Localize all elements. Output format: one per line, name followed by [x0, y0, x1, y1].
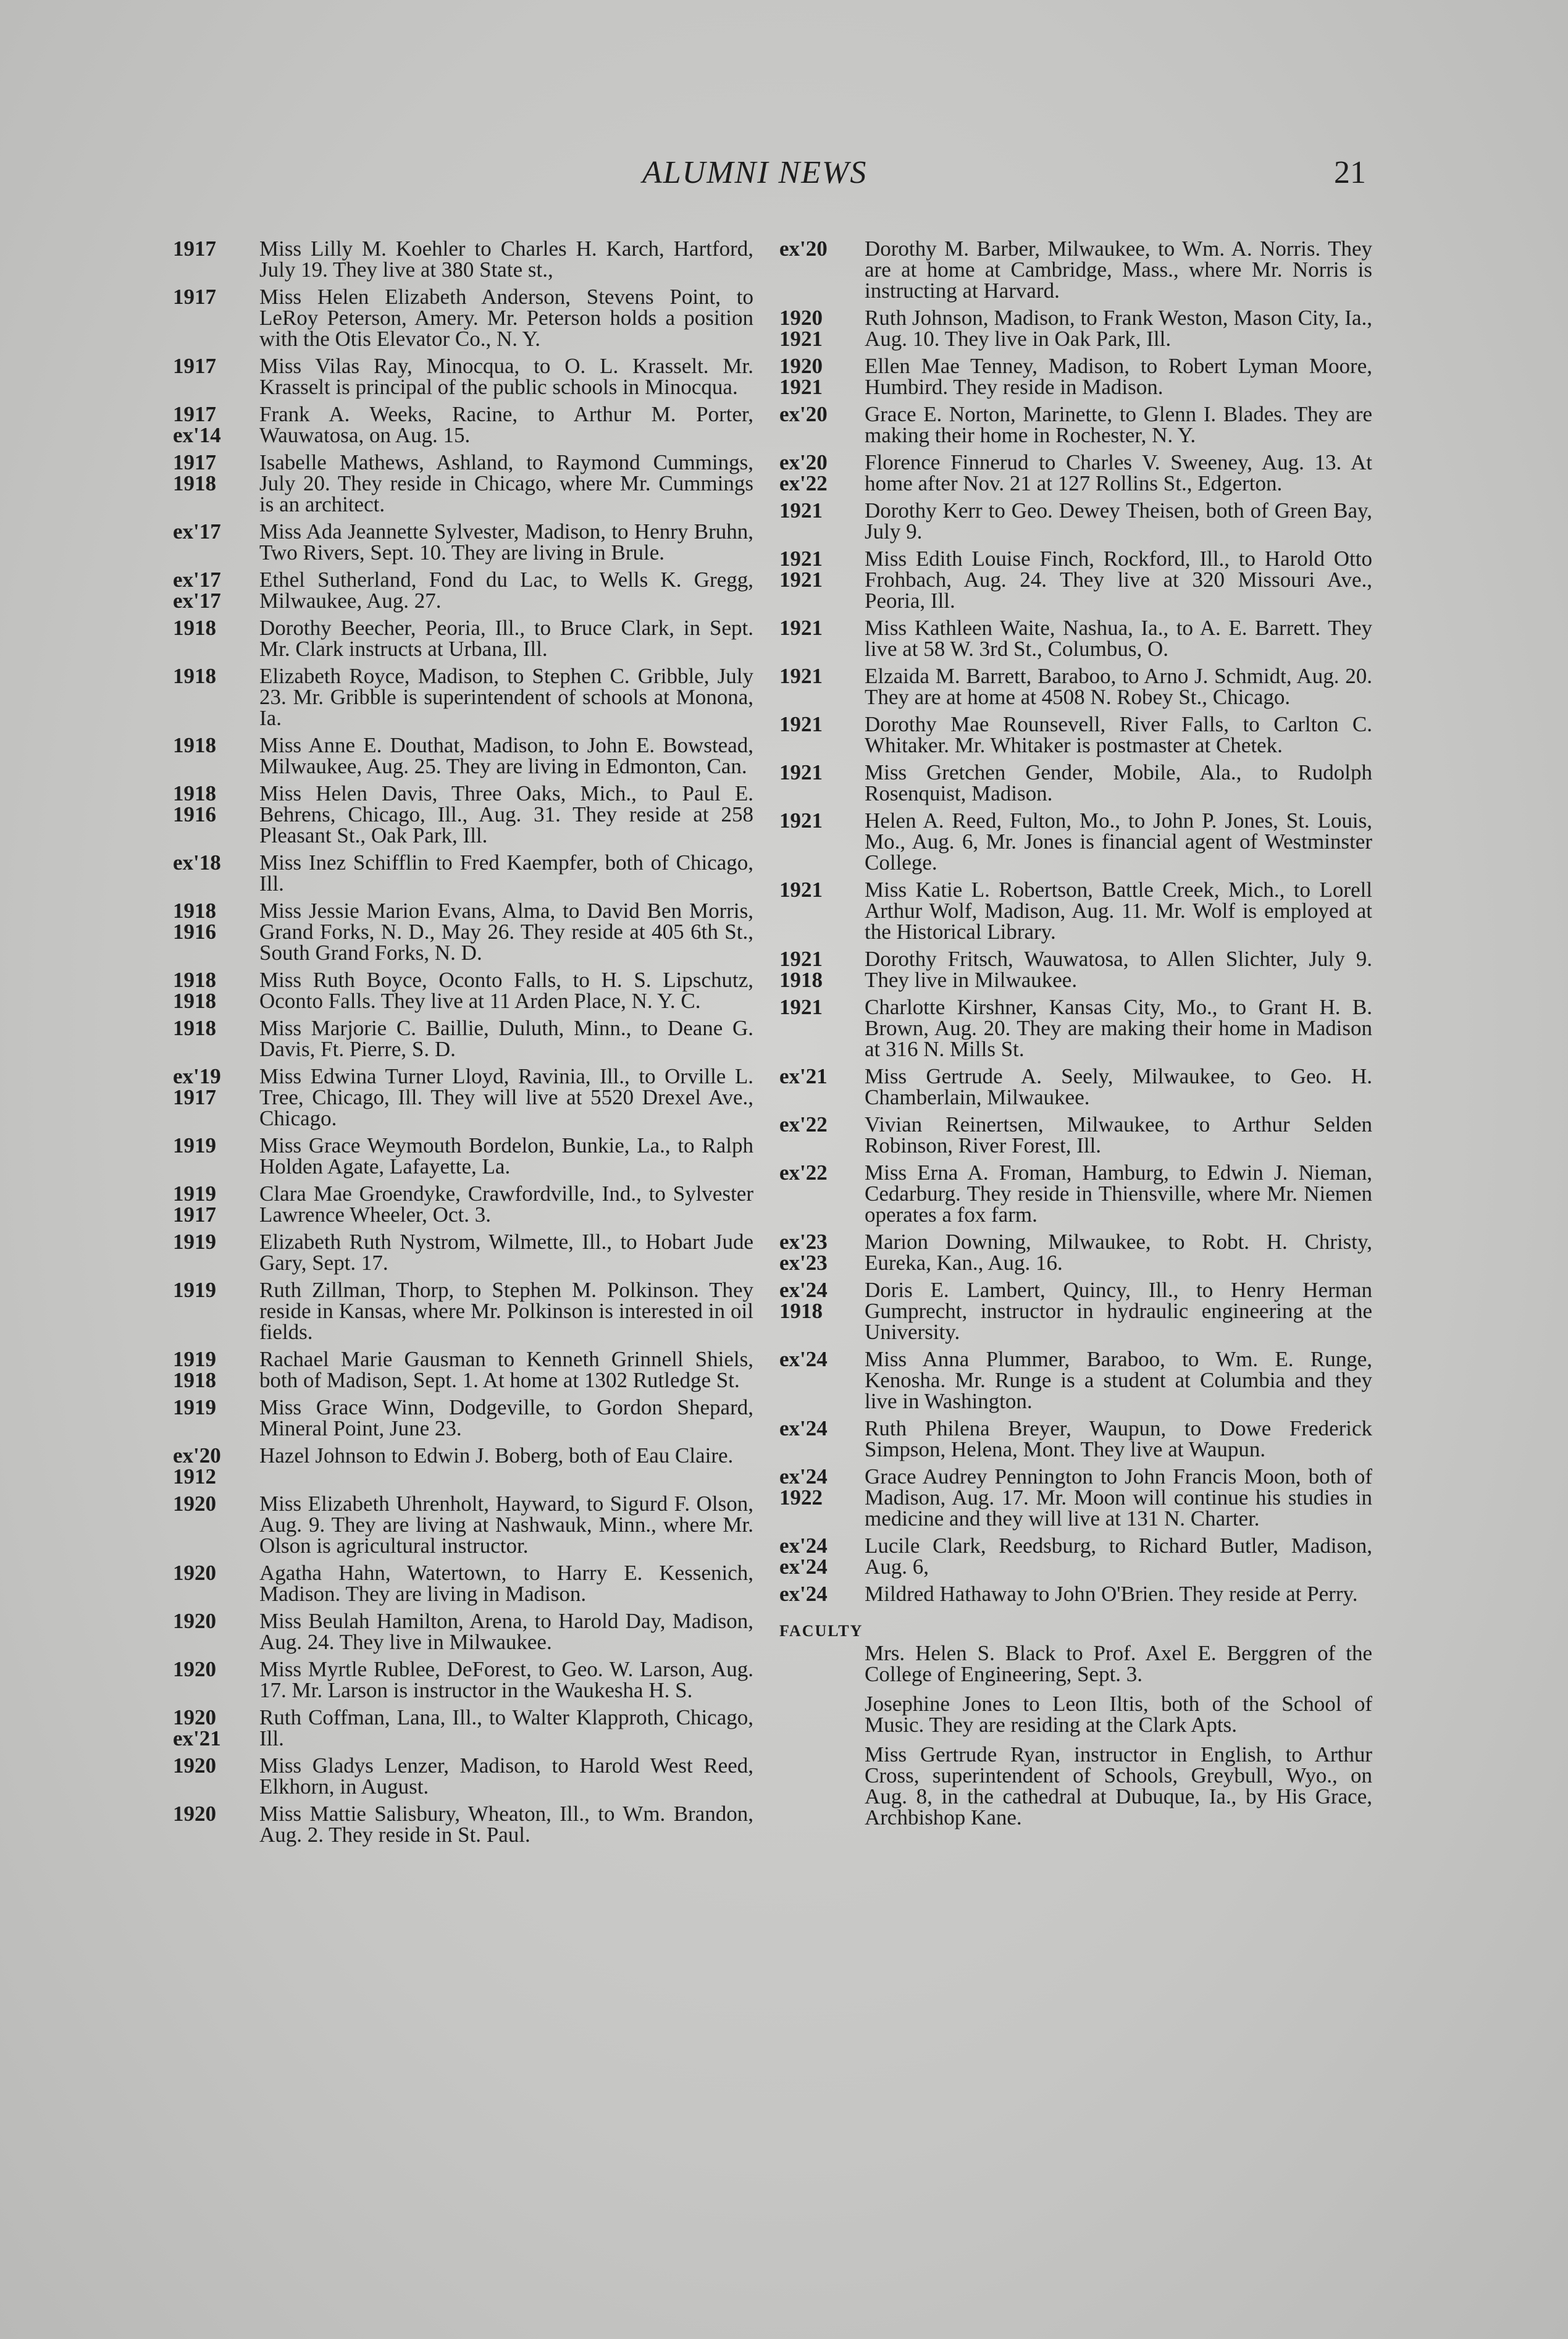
class-years: [173, 735, 259, 777]
class-year: 1918: [173, 471, 216, 495]
class-year: 1918: [173, 1016, 216, 1040]
marriage-entry: [173, 852, 753, 894]
class-years: [173, 783, 259, 846]
entry-text: Miss Edith Louise Finch, Rockford, Ill., to Harold Otto Frohbach, Aug. 24. They live at 320 Missouri Ave., Peoria, Ill.: [865, 547, 1372, 613]
class-years: [779, 404, 865, 446]
marriage-entry: [173, 1018, 753, 1060]
class-year: 1921: [779, 375, 823, 399]
class-years: [173, 238, 259, 280]
class-year: 1921: [779, 878, 823, 902]
class-years: [173, 1563, 259, 1605]
marriage-entry: [173, 735, 753, 777]
class-year: 1919: [173, 1395, 216, 1419]
running-title: ALUMNI NEWS: [642, 155, 868, 190]
class-years: [173, 1232, 259, 1274]
class-year: 1921: [779, 760, 823, 784]
entry-text: Elizabeth Ruth Nystrom, Wilmette, Ill., to Hobart Jude Gary, Sept. 17.: [259, 1230, 753, 1275]
class-year: 1917: [173, 285, 216, 309]
class-year: 1917: [173, 1203, 216, 1227]
class-year: ex'24: [779, 1534, 828, 1558]
marriage-entry: [173, 1280, 753, 1343]
class-years: [173, 1659, 259, 1701]
class-years: [173, 1804, 259, 1846]
class-year: ex'24: [779, 1416, 828, 1440]
marriage-entry: [779, 762, 1372, 804]
right-entries: [779, 238, 1372, 1605]
entry-text: Miss Helen Elizabeth Anderson, Stevens Point, to LeRoy Peterson, Amery. Mr. Peterson holds a position with the Otis Elevator Co., N. Y.: [259, 285, 753, 351]
class-years: [173, 618, 259, 660]
class-year: ex'22: [779, 1112, 828, 1136]
marriage-entry: [779, 880, 1372, 943]
class-years: [779, 308, 865, 350]
class-year: ex'17: [173, 568, 221, 592]
marriage-entry: [173, 404, 753, 446]
class-year: 1920: [173, 1609, 216, 1633]
entry-text: Charlotte Kirshner, Kansas City, Mo., to Grant H. B. Brown, Aug. 20. They are making their home in Madison at 316 N. Mills St.: [865, 995, 1372, 1061]
marriage-entry: [779, 666, 1372, 708]
marriage-entry: [173, 1066, 753, 1129]
class-years: [173, 287, 259, 350]
marriage-entry: [779, 548, 1372, 611]
class-year: ex'24: [779, 1278, 828, 1302]
class-years: [173, 1018, 259, 1060]
marriage-entry: [173, 1659, 753, 1701]
class-year: ex'18: [173, 850, 221, 875]
class-years: [779, 810, 865, 873]
class-year: ex'23: [779, 1251, 828, 1275]
entry-text: Dorothy Fritsch, Wauwatosa, to Allen Slichter, July 9. They live in Milwaukee.: [865, 947, 1372, 992]
marriage-entry: [173, 1563, 753, 1605]
entry-text: Dorothy Beecher, Peoria, Ill., to Bruce Clark, in Sept. Mr. Clark instructs at Urbana, Ill.: [259, 616, 753, 661]
marriage-entry: [173, 901, 753, 964]
class-year: 1912: [173, 1464, 216, 1489]
entry-text: Vivian Reinertsen, Milwaukee, to Arthur Selden Robinson, River Forest, Ill.: [865, 1112, 1372, 1157]
entry-text: Grace E. Norton, Marinette, to Glenn I. Blades. They are making their home in Rochester, N. Y.: [865, 402, 1372, 447]
marriage-entry: [173, 1707, 753, 1749]
marriage-entry: [173, 666, 753, 729]
entry-text: Miss Erna A. Froman, Hamburg, to Edwin J. Nieman, Cedarburg. They reside in Thiensville, where Mr. Niemen operates a fox farm.: [865, 1161, 1372, 1227]
class-year: ex'21: [173, 1726, 221, 1750]
marriage-entry: [173, 238, 753, 280]
class-years: [779, 356, 865, 398]
class-year: 1920: [173, 1492, 216, 1516]
marriage-entry: [173, 1183, 753, 1225]
class-year: 1917: [173, 354, 216, 378]
class-years: [173, 1755, 259, 1797]
entry-text: Mildred Hathaway to John O'Brien. They reside at Perry.: [865, 1582, 1358, 1606]
entry-text: Miss Myrtle Rublee, DeForest, to Geo. W. Larson, Aug. 17. Mr. Larson is instructor in the Waukesha H. S.: [259, 1657, 753, 1702]
class-year: 1918: [173, 989, 216, 1013]
class-years: [779, 1418, 865, 1460]
class-year: ex'14: [173, 423, 221, 447]
entry-text: Miss Gretchen Gender, Mobile, Ala., to Rudolph Rosenquist, Madison.: [865, 760, 1372, 805]
class-year: 1919: [173, 1133, 216, 1157]
faculty-entries: [779, 1643, 1372, 1828]
class-year: ex'17: [173, 589, 221, 613]
class-years: [779, 1466, 865, 1529]
class-years: [173, 1280, 259, 1343]
faculty-entry: Josephine Jones to Leon Iltis, both of the School of Music. They are residing at the Clark Apts.: [865, 1692, 1372, 1737]
class-years: [173, 1349, 259, 1391]
marriage-entry: [779, 997, 1372, 1060]
class-years: [779, 949, 865, 991]
class-years: [173, 1445, 259, 1487]
class-year: 1916: [173, 802, 216, 826]
class-years: [173, 1707, 259, 1749]
marriage-entry: [173, 1445, 753, 1487]
class-year: 1921: [779, 664, 823, 688]
entry-text: Miss Gertrude A. Seely, Milwaukee, to Geo. H. Chamberlain, Milwaukee.: [865, 1064, 1372, 1109]
class-year: 1920: [173, 1657, 216, 1681]
entry-text: Miss Mattie Salisbury, Wheaton, Ill., to Wm. Brandon, Aug. 2. They reside in St. Paul.: [259, 1802, 753, 1847]
class-years: [779, 1114, 865, 1156]
class-years: [173, 452, 259, 515]
class-year: ex'19: [173, 1064, 221, 1088]
class-year: ex'20: [779, 450, 828, 474]
class-year: ex'20: [779, 237, 828, 261]
entry-text: Miss Anna Plummer, Baraboo, to Wm. E. Runge, Kenosha. Mr. Runge is a student at Columbia and they live in Washington.: [865, 1347, 1372, 1413]
class-year: ex'24: [779, 1347, 828, 1371]
entry-text: Miss Elizabeth Uhrenholt, Hayward, to Sigurd F. Olson, Aug. 9. They are living at Nashwauk, Minn., where Mr. Olson is agricultural instructor.: [259, 1492, 753, 1558]
class-years: [173, 666, 259, 729]
class-year: 1918: [173, 968, 216, 992]
class-years: [779, 880, 865, 943]
entry-text: Miss Gladys Lenzer, Madison, to Harold West Reed, Elkhorn, in August.: [259, 1753, 753, 1799]
class-years: [779, 1232, 865, 1274]
entry-text: Clara Mae Groendyke, Crawfordville, Ind., to Sylvester Lawrence Wheeler, Oct. 3.: [259, 1182, 753, 1227]
entry-text: Miss Anne E. Douthat, Madison, to John E. Bowstead, Milwaukee, Aug. 25. They are living in Edmonton, Can.: [259, 733, 753, 778]
marriage-entry: [779, 1349, 1372, 1412]
class-year: 1918: [173, 664, 216, 688]
class-year: ex'23: [779, 1230, 828, 1254]
class-year: ex'22: [779, 471, 828, 495]
class-years: [173, 1183, 259, 1225]
class-year: ex'20: [173, 1443, 221, 1468]
class-years: [173, 1493, 259, 1556]
class-year: 1920: [779, 354, 823, 378]
faculty-entry: Miss Gertrude Ryan, instructor in English, to Arthur Cross, superintendent of Schools, Greybull, Wyo., on Aug. 8, in the cathedral at Dubuque, Ia., by His Grace, Archbishop Kane.: [865, 1742, 1372, 1829]
entry-text: Miss Ada Jeannette Sylvester, Madison, to Henry Bruhn, Two Rivers, Sept. 10. They are living in Brule.: [259, 519, 753, 565]
entry-text: Miss Helen Davis, Three Oaks, Mich., to Paul E. Behrens, Chicago, Ill., Aug. 31. They reside at 258 Pleasant St., Oak Park, Ill.: [259, 781, 753, 847]
entry-text: Elizabeth Royce, Madison, to Stephen C. Gribble, July 23. Mr. Gribble is superintendent of schools at Monona, Ia.: [259, 664, 753, 730]
entry-text: Dorothy M. Barber, Milwaukee, to Wm. A. Norris. They are at home at Cambridge, Mass., where Mr. Norris is instructing at Harvard.: [865, 237, 1372, 303]
class-years: [779, 666, 865, 708]
marriage-entry: [173, 618, 753, 660]
class-years: [779, 1162, 865, 1225]
entry-text: Marion Downing, Milwaukee, to Robt. H. Christy, Eureka, Kan., Aug. 16.: [865, 1230, 1372, 1275]
entry-text: Ellen Mae Tenney, Madison, to Robert Lyman Moore, Humbird. They reside in Madison.: [865, 354, 1372, 399]
marriage-entry: [779, 949, 1372, 991]
marriage-entry: [779, 1418, 1372, 1460]
class-year: 1920: [173, 1705, 216, 1729]
class-year: 1921: [779, 712, 823, 736]
marriage-entry: [779, 308, 1372, 350]
entry-text: Isabelle Mathews, Ashland, to Raymond Cummings, July 20. They reside in Chicago, where Mr. Cummings is an architect.: [259, 450, 753, 516]
class-years: [779, 1349, 865, 1412]
marriage-entry: [779, 238, 1372, 301]
class-years: [173, 404, 259, 446]
entry-text: Miss Beulah Hamilton, Arena, to Harold Day, Madison, Aug. 24. They live in Milwaukee.: [259, 1609, 753, 1654]
class-years: [779, 500, 865, 542]
marriage-entry: [173, 783, 753, 846]
marriage-entry: [779, 452, 1372, 494]
faculty-entry: Mrs. Helen S. Black to Prof. Axel E. Berggren of the College of Engineering, Sept. 3.: [865, 1641, 1372, 1686]
class-year: ex'21: [779, 1064, 828, 1088]
class-years: [173, 569, 259, 611]
class-year: 1921: [779, 498, 823, 523]
class-years: [173, 1397, 259, 1439]
entry-text: Miss Grace Weymouth Bordelon, Bunkie, La., to Ralph Holden Agate, Lafayette, La.: [259, 1133, 753, 1178]
marriage-entry: [779, 714, 1372, 756]
page-header: [0, 154, 1568, 204]
faculty-heading: FACULTY: [779, 1622, 863, 1640]
marriage-entry: [779, 1280, 1372, 1343]
marriage-entry: [779, 1584, 1372, 1605]
entry-text: Ethel Sutherland, Fond du Lac, to Wells K. Gregg, Milwaukee, Aug. 27.: [259, 568, 753, 613]
class-year: ex'24: [779, 1555, 828, 1579]
class-year: 1921: [779, 808, 823, 833]
class-year: 1921: [779, 616, 823, 640]
entry-text: Agatha Hahn, Watertown, to Harry E. Kessenich, Madison. They are living in Madison.: [259, 1561, 753, 1606]
entry-text: Grace Audrey Pennington to John Francis Moon, both of Madison, Aug. 17. Mr. Moon will continue his studies in medicine and they will live at 131 N. Charter.: [865, 1464, 1372, 1531]
entry-text: Doris E. Lambert, Quincy, Ill., to Henry Herman Gumprecht, instructor in hydraulic engineering at the University.: [865, 1278, 1372, 1344]
class-year: 1919: [173, 1230, 216, 1254]
marriage-entry: [173, 356, 753, 398]
class-year: 1917: [173, 402, 216, 426]
marriage-entry: [779, 1114, 1372, 1156]
entry-text: Helen A. Reed, Fulton, Mo., to John P. Jones, St. Louis, Mo., Aug. 6, Mr. Jones is financial agent of Westminster College.: [865, 808, 1372, 875]
marriage-entry: [779, 404, 1372, 446]
class-year: 1918: [779, 968, 823, 992]
class-year: 1921: [779, 995, 823, 1019]
left-column: [173, 238, 753, 1852]
entry-text: Florence Finnerud to Charles V. Sweeney, Aug. 13. At home after Nov. 21 at 127 Rollins St., Edgerton.: [865, 450, 1372, 495]
class-years: [779, 618, 865, 660]
entry-text: Rachael Marie Gausman to Kenneth Grinnell Shiels, both of Madison, Sept. 1. At home at 1302 Rutledge St.: [259, 1347, 753, 1392]
class-year: 1917: [173, 237, 216, 261]
class-year: ex'20: [779, 402, 828, 426]
class-year: 1920: [173, 1561, 216, 1585]
class-year: 1921: [779, 947, 823, 971]
marriage-entry: [173, 569, 753, 611]
marriage-entry: [173, 1349, 753, 1391]
marriage-entry: [779, 810, 1372, 873]
class-year: 1917: [173, 450, 216, 474]
class-year: 1918: [173, 1368, 216, 1392]
class-year: 1920: [173, 1802, 216, 1826]
marriage-entry: [779, 1162, 1372, 1225]
class-year: 1919: [173, 1182, 216, 1206]
class-years: [173, 852, 259, 894]
entry-text: Ruth Johnson, Madison, to Frank Weston, Mason City, Ia., Aug. 10. They live in Oak Park, Ill.: [865, 306, 1372, 351]
class-years: [779, 1066, 865, 1108]
marriage-entry: [173, 1135, 753, 1177]
class-years: [173, 356, 259, 398]
class-years: [779, 714, 865, 756]
class-years: [779, 997, 865, 1060]
class-years: [779, 762, 865, 804]
class-year: 1918: [173, 616, 216, 640]
class-year: 1921: [779, 547, 823, 571]
class-year: 1918: [173, 781, 216, 805]
class-year: ex'24: [779, 1464, 828, 1489]
class-year: 1921: [779, 568, 823, 592]
class-year: 1919: [173, 1347, 216, 1371]
marriage-entry: [173, 970, 753, 1012]
class-years: [779, 1280, 865, 1343]
class-years: [779, 238, 865, 301]
entry-text: Dorothy Kerr to Geo. Dewey Theisen, both of Green Bay, July 9.: [865, 498, 1372, 544]
entry-text: Ruth Coffman, Lana, Ill., to Walter Klapproth, Chicago, Ill.: [259, 1705, 753, 1750]
right-column: [779, 238, 1372, 1837]
class-year: ex'17: [173, 519, 221, 544]
entry-text: Miss Vilas Ray, Minocqua, to O. L. Krasselt. Mr. Krasselt is principal of the public schools in Minocqua.: [259, 354, 753, 399]
marriage-entry: [173, 1611, 753, 1653]
entry-text: Miss Grace Winn, Dodgeville, to Gordon Shepard, Mineral Point, June 23.: [259, 1395, 753, 1440]
marriage-entry: [173, 1493, 753, 1556]
marriage-entry: [173, 452, 753, 515]
class-years: [779, 1584, 865, 1605]
entry-text: Frank A. Weeks, Racine, to Arthur M. Porter, Wauwatosa, on Aug. 15.: [259, 402, 753, 447]
class-years: [173, 970, 259, 1012]
marriage-entry: [779, 1066, 1372, 1108]
marriage-entry: [779, 356, 1372, 398]
marriage-entry: [173, 1755, 753, 1797]
class-year: 1916: [173, 920, 216, 944]
entry-text: Lucile Clark, Reedsburg, to Richard Butler, Madison, Aug. 6,: [865, 1534, 1372, 1579]
marriage-entry: [173, 1397, 753, 1439]
class-year: 1920: [173, 1753, 216, 1778]
class-years: [173, 1135, 259, 1177]
marriage-entry: [173, 1804, 753, 1846]
entry-text: Dorothy Mae Rounsevell, River Falls, to Carlton C. Whitaker. Mr. Whitaker is postmaster at Chetek.: [865, 712, 1372, 757]
class-years: [779, 452, 865, 494]
entry-text: Hazel Johnson to Edwin J. Boberg, both of Eau Claire.: [259, 1443, 734, 1468]
entry-text: Miss Katie L. Robertson, Battle Creek, Mich., to Lorell Arthur Wolf, Madison, Aug. 11. Mr. Wolf is employed at the Historical Library.: [865, 878, 1372, 944]
marriage-entry: [779, 618, 1372, 660]
class-years: [173, 901, 259, 964]
class-year: 1920: [779, 306, 823, 330]
marriage-entry: [779, 500, 1372, 542]
class-year: 1918: [173, 899, 216, 923]
entry-text: Miss Kathleen Waite, Nashua, Ia., to A. E. Barrett. They live at 58 W. 3rd St., Columbus, O.: [865, 616, 1372, 661]
class-years: [779, 548, 865, 611]
entry-text: Miss Marjorie C. Baillie, Duluth, Minn., to Deane G. Davis, Ft. Pierre, S. D.: [259, 1016, 753, 1061]
class-years: [173, 521, 259, 563]
class-year: 1918: [779, 1299, 823, 1323]
marriage-entry: [779, 1535, 1372, 1577]
marriage-entry: [173, 287, 753, 350]
class-years: [173, 1066, 259, 1129]
entry-text: Miss Jessie Marion Evans, Alma, to David Ben Morris, Grand Forks, N. D., May 26. They reside at 405 6th St., South Grand Forks, N. D.: [259, 899, 753, 965]
marriage-entry: [779, 1232, 1372, 1274]
entry-text: Miss Ruth Boyce, Oconto Falls, to H. S. Lipschutz, Oconto Falls. They live at 11 Arden Place, N. Y. C.: [259, 968, 753, 1013]
marriage-entry: [173, 521, 753, 563]
entry-text: Miss Inez Schifflin to Fred Kaempfer, both of Chicago, Ill.: [259, 850, 753, 896]
class-year: ex'24: [779, 1582, 828, 1606]
entry-text: Elzaida M. Barrett, Baraboo, to Arno J. Schmidt, Aug. 20. They are at home at 4508 N. Robey St., Chicago.: [865, 664, 1372, 709]
class-year: 1919: [173, 1278, 216, 1302]
marriage-entry: [173, 1232, 753, 1274]
class-years: [173, 1611, 259, 1653]
class-year: ex'22: [779, 1161, 828, 1185]
entry-text: Miss Edwina Turner Lloyd, Ravinia, Ill., to Orville L. Tree, Chicago, Ill. They will live at 5520 Drexel Ave., Chicago.: [259, 1064, 753, 1130]
class-year: 1921: [779, 327, 823, 351]
class-year: 1922: [779, 1485, 823, 1510]
class-year: 1917: [173, 1085, 216, 1109]
page-number: 21: [1334, 155, 1366, 190]
entry-text: Miss Lilly M. Koehler to Charles H. Karch, Hartford, July 19. They live at 380 State st.,: [259, 237, 753, 282]
class-year: 1918: [173, 733, 216, 757]
marriage-entry: [779, 1466, 1372, 1529]
entry-text: Ruth Zillman, Thorp, to Stephen M. Polkinson. They reside in Kansas, where Mr. Polkinson is interested in oil fields.: [259, 1278, 753, 1344]
class-years: [779, 1535, 865, 1577]
entry-text: Ruth Philena Breyer, Waupun, to Dowe Frederick Simpson, Helena, Mont. They live at Waupun.: [865, 1416, 1372, 1461]
